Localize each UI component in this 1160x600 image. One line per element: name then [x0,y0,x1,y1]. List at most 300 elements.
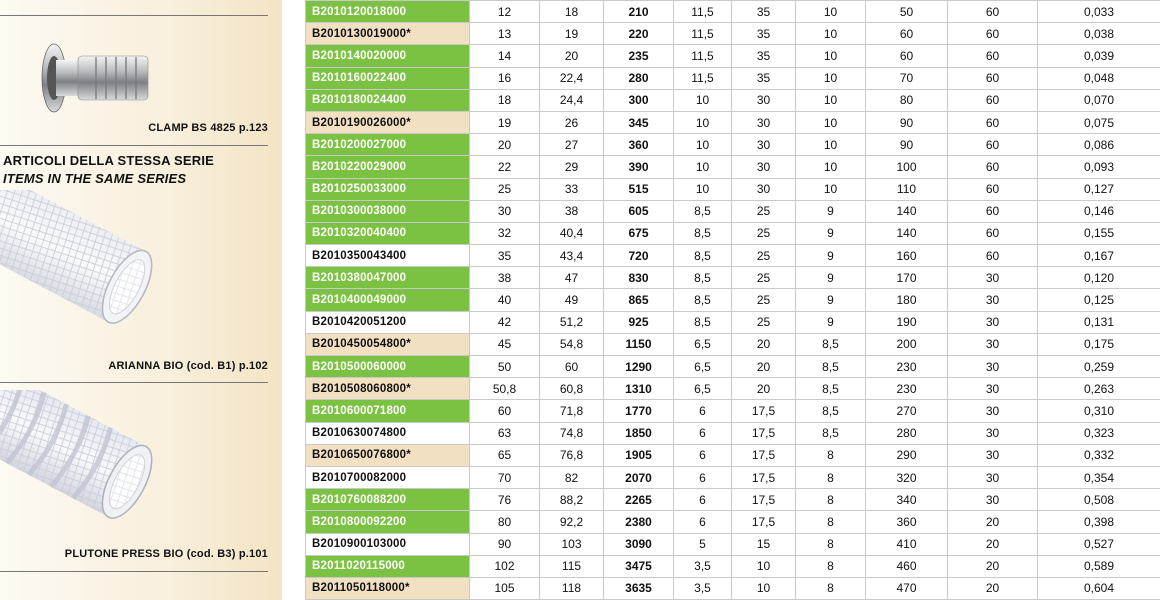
outer-diameter-cell: 71,8 [540,400,604,422]
working-pressure-cell: 720 [604,245,674,267]
weight-kg-m-cell: 280 [866,422,948,444]
volume-cell: 0,259 [1038,356,1160,378]
burst-pressure-cell: 25 [732,289,796,311]
inner-diameter-cell: 19 [470,111,540,133]
wall-thickness-cell: 8,5 [674,311,732,333]
article-code-cell[interactable]: B2010140020000 [306,45,470,67]
wall-thickness-cell: 6,5 [674,356,732,378]
bend-radius-cell: 8 [796,444,866,466]
bend-radius-cell: 8,5 [796,400,866,422]
bend-radius-cell: 10 [796,1,866,23]
outer-diameter-cell: 74,8 [540,422,604,444]
wall-thickness-cell: 10 [674,134,732,156]
burst-pressure-cell: 25 [732,200,796,222]
working-pressure-cell: 300 [604,89,674,111]
bend-radius-cell: 10 [796,111,866,133]
wall-thickness-cell: 3,5 [674,555,732,577]
inner-diameter-cell: 14 [470,45,540,67]
burst-pressure-cell: 35 [732,67,796,89]
coil-length-cell: 60 [948,45,1038,67]
volume-cell: 0,155 [1038,222,1160,244]
volume-cell: 0,086 [1038,134,1160,156]
working-pressure-cell: 1850 [604,422,674,444]
working-pressure-cell: 2070 [604,466,674,488]
table-row [306,511,1160,533]
volume-cell: 0,120 [1038,267,1160,289]
volume-cell: 0,527 [1038,533,1160,555]
volume-cell: 0,038 [1038,23,1160,45]
table-row [306,444,1160,466]
article-code-cell[interactable]: B2010130019000* [306,23,470,45]
weight-kg-m-cell: 270 [866,400,948,422]
working-pressure-cell: 220 [604,23,674,45]
divider [0,145,268,146]
wall-thickness-cell: 5 [674,533,732,555]
coil-length-cell: 20 [948,511,1038,533]
article-code-cell[interactable]: B2010160022400 [306,67,470,89]
coil-length-cell: 60 [948,67,1038,89]
working-pressure-cell: 3475 [604,555,674,577]
weight-kg-m-cell: 80 [866,89,948,111]
weight-kg-m-cell: 320 [866,466,948,488]
article-code-cell[interactable]: B2010300038000 [306,200,470,222]
inner-diameter-cell: 80 [470,511,540,533]
inner-diameter-cell: 18 [470,89,540,111]
outer-diameter-cell: 26 [540,111,604,133]
wall-thickness-cell: 6 [674,444,732,466]
inner-diameter-cell: 16 [470,67,540,89]
table-row [306,577,1160,599]
article-code-cell[interactable]: B2010500060000 [306,356,470,378]
wall-thickness-cell: 11,5 [674,67,732,89]
working-pressure-cell: 675 [604,222,674,244]
arianna-caption[interactable]: ARIANNA BIO (cod. B1) p.102 [108,360,268,372]
burst-pressure-cell: 17,5 [732,511,796,533]
burst-pressure-cell: 35 [732,45,796,67]
wall-thickness-cell: 10 [674,178,732,200]
article-code-cell[interactable]: B2011050118000* [306,577,470,599]
working-pressure-cell: 3635 [604,577,674,599]
inner-diameter-cell: 12 [470,1,540,23]
working-pressure-cell: 390 [604,156,674,178]
weight-kg-m-cell: 180 [866,289,948,311]
burst-pressure-cell: 17,5 [732,489,796,511]
inner-diameter-cell: 60 [470,400,540,422]
divider [0,15,268,16]
table-row [306,222,1160,244]
weight-kg-m-cell: 340 [866,489,948,511]
table-row [306,422,1160,444]
burst-pressure-cell: 20 [732,378,796,400]
coil-length-cell: 20 [948,555,1038,577]
bend-radius-cell: 8,5 [796,422,866,444]
article-code-cell[interactable]: B2010800092200 [306,511,470,533]
outer-diameter-cell: 47 [540,267,604,289]
inner-diameter-cell: 22 [470,156,540,178]
table-row [306,156,1160,178]
coil-length-cell: 60 [948,156,1038,178]
coil-length-cell: 30 [948,333,1038,355]
working-pressure-cell: 1310 [604,378,674,400]
burst-pressure-cell: 30 [732,156,796,178]
burst-pressure-cell: 30 [732,134,796,156]
table-row [306,89,1160,111]
wall-thickness-cell: 8,5 [674,200,732,222]
weight-kg-m-cell: 160 [866,245,948,267]
bend-radius-cell: 8 [796,466,866,488]
coil-length-cell: 30 [948,289,1038,311]
working-pressure-cell: 605 [604,200,674,222]
bend-radius-cell: 8,5 [796,333,866,355]
inner-diameter-cell: 90 [470,533,540,555]
wall-thickness-cell: 8,5 [674,289,732,311]
wall-thickness-cell: 11,5 [674,1,732,23]
bend-radius-cell: 8 [796,577,866,599]
article-code-cell[interactable]: B2010120018000 [306,1,470,23]
burst-pressure-cell: 20 [732,333,796,355]
volume-cell: 0,323 [1038,422,1160,444]
outer-diameter-cell: 18 [540,1,604,23]
coil-length-cell: 60 [948,222,1038,244]
article-code-cell[interactable]: B2010350043400 [306,245,470,267]
outer-diameter-cell: 60 [540,356,604,378]
plutone-caption[interactable]: PLUTONE PRESS BIO (cod. B3) p.101 [64,548,268,560]
outer-diameter-cell: 43,4 [540,245,604,267]
burst-pressure-cell: 10 [732,577,796,599]
coil-length-cell: 20 [948,533,1038,555]
wall-thickness-cell: 6 [674,422,732,444]
weight-kg-m-cell: 360 [866,511,948,533]
coil-length-cell: 60 [948,178,1038,200]
bend-radius-cell: 9 [796,222,866,244]
weight-kg-m-cell: 90 [866,134,948,156]
working-pressure-cell: 1290 [604,356,674,378]
working-pressure-cell: 1150 [604,333,674,355]
wall-thickness-cell: 3,5 [674,577,732,599]
weight-kg-m-cell: 70 [866,67,948,89]
table-row [306,245,1160,267]
working-pressure-cell: 515 [604,178,674,200]
wall-thickness-cell: 6 [674,400,732,422]
table-row [306,23,1160,45]
article-code-cell[interactable]: B2010450054800* [306,333,470,355]
table-row [306,311,1160,333]
burst-pressure-cell: 25 [732,245,796,267]
burst-pressure-cell: 30 [732,111,796,133]
article-code-cell[interactable]: B2010180024400 [306,89,470,111]
article-code-cell[interactable]: B2010760088200 [306,489,470,511]
burst-pressure-cell: 25 [732,222,796,244]
working-pressure-cell: 210 [604,1,674,23]
article-code-cell[interactable]: B2010380047000 [306,267,470,289]
burst-pressure-cell: 17,5 [732,400,796,422]
product-table-container [305,0,1160,600]
wall-thickness-cell: 11,5 [674,45,732,67]
bend-radius-cell: 8 [796,555,866,577]
article-code-cell[interactable]: B2010650076800* [306,444,470,466]
plutone-hose-image [0,390,170,540]
bend-radius-cell: 10 [796,67,866,89]
burst-pressure-cell: 10 [732,555,796,577]
outer-diameter-cell: 24,4 [540,89,604,111]
table-row [306,400,1160,422]
burst-pressure-cell: 30 [732,178,796,200]
burst-pressure-cell: 17,5 [732,466,796,488]
inner-diameter-cell: 50 [470,356,540,378]
article-code-cell[interactable]: B2010600071800 [306,400,470,422]
coil-length-cell: 60 [948,23,1038,45]
divider [0,571,268,572]
volume-cell: 0,332 [1038,444,1160,466]
wall-thickness-cell: 6 [674,489,732,511]
outer-diameter-cell: 92,2 [540,511,604,533]
outer-diameter-cell: 118 [540,577,604,599]
coil-length-cell: 60 [948,111,1038,133]
bend-radius-cell: 10 [796,45,866,67]
inner-diameter-cell: 50,8 [470,378,540,400]
bend-radius-cell: 9 [796,245,866,267]
working-pressure-cell: 280 [604,67,674,89]
wall-thickness-cell: 8,5 [674,245,732,267]
article-code-cell[interactable]: B2010508060800* [306,378,470,400]
coil-length-cell: 20 [948,577,1038,599]
table-row [306,267,1160,289]
weight-kg-m-cell: 410 [866,533,948,555]
table-row [306,289,1160,311]
bend-radius-cell: 10 [796,156,866,178]
article-code-cell[interactable]: B2010220029000 [306,156,470,178]
series-subtitle: ITEMS IN THE SAME SERIES [3,171,187,186]
inner-diameter-cell: 42 [470,311,540,333]
inner-diameter-cell: 13 [470,23,540,45]
volume-cell: 0,508 [1038,489,1160,511]
volume-cell: 0,398 [1038,511,1160,533]
burst-pressure-cell: 25 [732,267,796,289]
outer-diameter-cell: 82 [540,466,604,488]
inner-diameter-cell: 65 [470,444,540,466]
table-row [306,555,1160,577]
series-title: ARTICOLI DELLA STESSA SERIE [3,153,215,168]
coil-length-cell: 30 [948,378,1038,400]
article-code-cell[interactable]: B2010900103000 [306,533,470,555]
inner-diameter-cell: 102 [470,555,540,577]
coil-length-cell: 30 [948,444,1038,466]
wall-thickness-cell: 11,5 [674,23,732,45]
coil-length-cell: 30 [948,489,1038,511]
article-code-cell[interactable]: B2011020115000 [306,555,470,577]
article-code-cell[interactable]: B2010200027000 [306,134,470,156]
working-pressure-cell: 865 [604,289,674,311]
table-row [306,356,1160,378]
weight-kg-m-cell: 90 [866,111,948,133]
working-pressure-cell: 830 [604,267,674,289]
outer-diameter-cell: 103 [540,533,604,555]
outer-diameter-cell: 60,8 [540,378,604,400]
product-table [305,0,1160,600]
volume-cell: 0,125 [1038,289,1160,311]
coil-length-cell: 60 [948,134,1038,156]
volume-cell: 0,604 [1038,577,1160,599]
volume-cell: 0,127 [1038,178,1160,200]
burst-pressure-cell: 35 [732,23,796,45]
outer-diameter-cell: 19 [540,23,604,45]
bend-radius-cell: 9 [796,289,866,311]
article-code-cell[interactable]: B2010630074800 [306,422,470,444]
bend-radius-cell: 10 [796,89,866,111]
coil-length-cell: 30 [948,267,1038,289]
volume-cell: 0,354 [1038,466,1160,488]
volume-cell: 0,039 [1038,45,1160,67]
bend-radius-cell: 8 [796,511,866,533]
outer-diameter-cell: 29 [540,156,604,178]
burst-pressure-cell: 20 [732,356,796,378]
bend-radius-cell: 10 [796,134,866,156]
outer-diameter-cell: 22,4 [540,67,604,89]
bend-radius-cell: 8,5 [796,356,866,378]
weight-kg-m-cell: 140 [866,200,948,222]
outer-diameter-cell: 76,8 [540,444,604,466]
burst-pressure-cell: 15 [732,533,796,555]
wall-thickness-cell: 10 [674,89,732,111]
inner-diameter-cell: 25 [470,178,540,200]
working-pressure-cell: 3090 [604,533,674,555]
bend-radius-cell: 8 [796,489,866,511]
table-row [306,333,1160,355]
related-items-sidebar [0,0,282,600]
burst-pressure-cell: 25 [732,311,796,333]
wall-thickness-cell: 8,5 [674,222,732,244]
wall-thickness-cell: 10 [674,156,732,178]
weight-kg-m-cell: 190 [866,311,948,333]
outer-diameter-cell: 88,2 [540,489,604,511]
weight-kg-m-cell: 170 [866,267,948,289]
volume-cell: 0,070 [1038,89,1160,111]
bend-radius-cell: 10 [796,178,866,200]
table-row [306,178,1160,200]
inner-diameter-cell: 38 [470,267,540,289]
burst-pressure-cell: 30 [732,89,796,111]
table-row [306,67,1160,89]
outer-diameter-cell: 38 [540,200,604,222]
volume-cell: 0,048 [1038,67,1160,89]
bend-radius-cell: 8,5 [796,378,866,400]
wall-thickness-cell: 10 [674,111,732,133]
table-row [306,111,1160,133]
article-code-cell[interactable]: B2010250033000 [306,178,470,200]
outer-diameter-cell: 20 [540,45,604,67]
wall-thickness-cell: 6,5 [674,378,732,400]
weight-kg-m-cell: 200 [866,333,948,355]
inner-diameter-cell: 20 [470,134,540,156]
article-code-cell[interactable]: B2010700082000 [306,466,470,488]
divider [0,382,268,383]
volume-cell: 0,093 [1038,156,1160,178]
outer-diameter-cell: 49 [540,289,604,311]
table-row [306,533,1160,555]
weight-kg-m-cell: 230 [866,378,948,400]
coil-length-cell: 60 [948,200,1038,222]
bend-radius-cell: 9 [796,200,866,222]
weight-kg-m-cell: 140 [866,222,948,244]
inner-diameter-cell: 40 [470,289,540,311]
coil-length-cell: 30 [948,311,1038,333]
clamp-fitting-image [38,38,158,118]
outer-diameter-cell: 27 [540,134,604,156]
table-row [306,489,1160,511]
coil-length-cell: 30 [948,400,1038,422]
working-pressure-cell: 235 [604,45,674,67]
volume-cell: 0,589 [1038,555,1160,577]
burst-pressure-cell: 17,5 [732,422,796,444]
inner-diameter-cell: 30 [470,200,540,222]
weight-kg-m-cell: 290 [866,444,948,466]
article-code-cell[interactable]: B2010400049000 [306,289,470,311]
coil-length-cell: 60 [948,245,1038,267]
inner-diameter-cell: 63 [470,422,540,444]
volume-cell: 0,263 [1038,378,1160,400]
working-pressure-cell: 345 [604,111,674,133]
arianna-hose-image [0,190,170,350]
table-row [306,466,1160,488]
weight-kg-m-cell: 60 [866,23,948,45]
wall-thickness-cell: 6,5 [674,333,732,355]
inner-diameter-cell: 32 [470,222,540,244]
coil-length-cell: 60 [948,89,1038,111]
article-code-cell[interactable]: B2010420051200 [306,311,470,333]
inner-diameter-cell: 35 [470,245,540,267]
table-row [306,200,1160,222]
article-code-cell[interactable]: B2010190026000* [306,111,470,133]
wall-thickness-cell: 8,5 [674,267,732,289]
working-pressure-cell: 360 [604,134,674,156]
bend-radius-cell: 10 [796,23,866,45]
clamp-caption[interactable]: CLAMP BS 4825 p.123 [148,122,268,134]
table-row [306,378,1160,400]
bend-radius-cell: 8 [796,533,866,555]
volume-cell: 0,075 [1038,111,1160,133]
weight-kg-m-cell: 470 [866,577,948,599]
weight-kg-m-cell: 460 [866,555,948,577]
wall-thickness-cell: 6 [674,466,732,488]
coil-length-cell: 30 [948,466,1038,488]
outer-diameter-cell: 115 [540,555,604,577]
working-pressure-cell: 1905 [604,444,674,466]
burst-pressure-cell: 35 [732,1,796,23]
inner-diameter-cell: 45 [470,333,540,355]
volume-cell: 0,033 [1038,1,1160,23]
working-pressure-cell: 2380 [604,511,674,533]
coil-length-cell: 30 [948,422,1038,444]
volume-cell: 0,146 [1038,200,1160,222]
weight-kg-m-cell: 230 [866,356,948,378]
volume-cell: 0,167 [1038,245,1160,267]
table-row [306,1,1160,23]
outer-diameter-cell: 54,8 [540,333,604,355]
inner-diameter-cell: 105 [470,577,540,599]
article-code-cell[interactable]: B2010320040400 [306,222,470,244]
outer-diameter-cell: 40,4 [540,222,604,244]
volume-cell: 0,310 [1038,400,1160,422]
weight-kg-m-cell: 60 [866,45,948,67]
volume-cell: 0,131 [1038,311,1160,333]
inner-diameter-cell: 70 [470,466,540,488]
working-pressure-cell: 1770 [604,400,674,422]
burst-pressure-cell: 17,5 [732,444,796,466]
wall-thickness-cell: 6 [674,511,732,533]
weight-kg-m-cell: 100 [866,156,948,178]
weight-kg-m-cell: 50 [866,1,948,23]
weight-kg-m-cell: 110 [866,178,948,200]
